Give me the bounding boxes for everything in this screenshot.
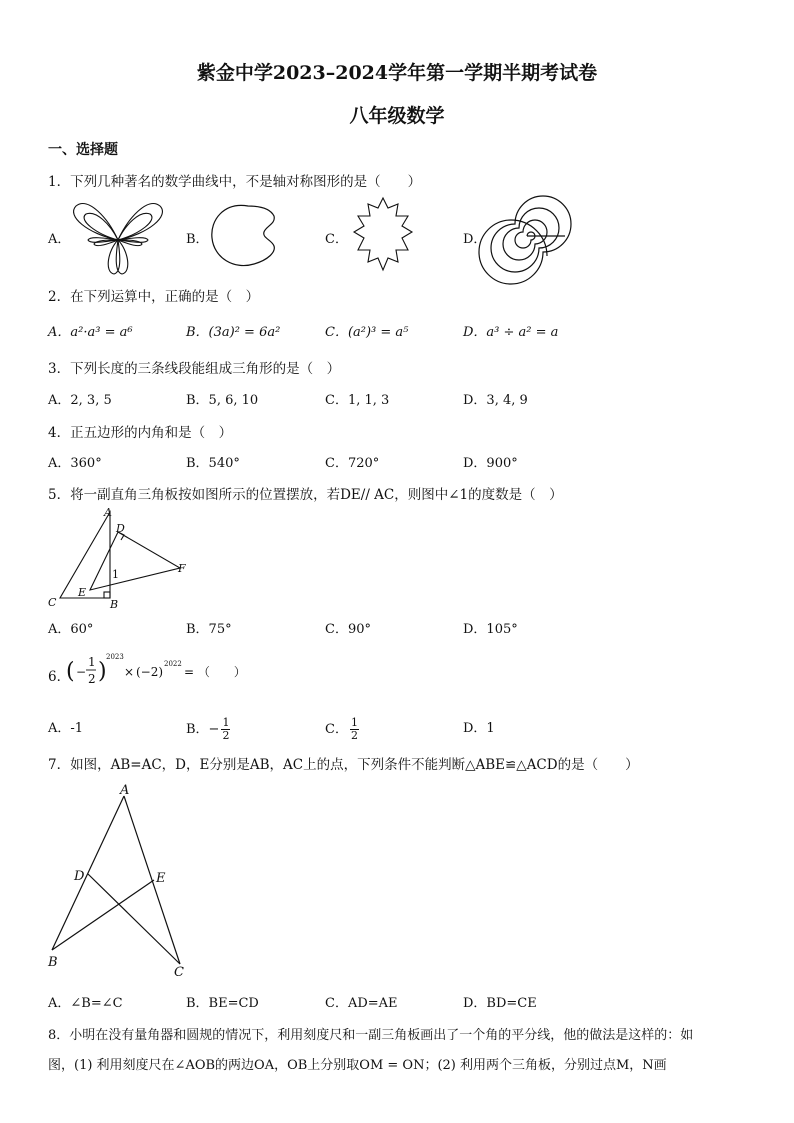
q1-option-c: C． (325, 232, 348, 247)
label-e: E (156, 871, 166, 886)
q6-expression (66, 652, 246, 692)
label-e: E (78, 586, 87, 599)
question-7-stem: 7．如图，AB=AC，D，E分别是AB，AC上的点，下列条件不能判断△ABE≌△ACD的是（ ） (48, 757, 639, 773)
question-2-stem: 2．在下列运算中，正确的是（ ） (48, 289, 260, 305)
section-heading: 一、选择题 (48, 142, 118, 158)
q6-option-a: A．-1 (48, 721, 84, 736)
q4-option-c: C．720° (325, 456, 380, 471)
q6-exp1: 2023 (106, 653, 124, 661)
q6-base2: (−2) (136, 665, 164, 679)
q3-option-b: B．5, 6, 10 (186, 393, 259, 408)
q6-frac-den: 2 (88, 672, 96, 686)
q5-option-d: D．105° (463, 622, 518, 637)
q5-option-c: C．90° (325, 622, 371, 637)
label-b: B (48, 955, 58, 970)
q6-option-b (186, 717, 230, 742)
q6-option-c-prefix: C． (325, 722, 348, 737)
spiral-curve-figure (485, 198, 569, 274)
q7-option-c: C．AD=AE (325, 996, 398, 1011)
q7-option-a: A．∠B=∠C (48, 996, 123, 1011)
q3-option-a: A．2, 3, 5 (48, 393, 112, 408)
q6-tail: = （ ） (184, 665, 246, 679)
q6-option-b-prefix: B．− (186, 722, 220, 737)
q2-option-c: C．(a²)³ = a⁵ (325, 325, 409, 340)
koch-snowflake-figure (344, 196, 422, 274)
cardioid-curve-figure (208, 202, 280, 270)
q6-sign: − (76, 665, 87, 679)
label-a: A (120, 783, 130, 798)
label-f: F (178, 562, 186, 575)
q4-option-d: D．900° (463, 456, 518, 471)
q6-c-num: 1 (350, 716, 358, 729)
svg-text:): ) (98, 659, 107, 684)
q6-frac-num: 1 (88, 655, 96, 669)
q6-times: × (124, 665, 135, 679)
q2-option-b: B．(3a)² = 6a² (186, 325, 281, 340)
q4-option-b: B．540° (186, 456, 240, 471)
label-c: C (174, 965, 184, 980)
triangle-boards-figure (44, 504, 194, 612)
exam-subtitle: 八年级数学 (349, 105, 445, 127)
label-c: C (48, 596, 57, 609)
q5-option-a: A．60° (48, 622, 94, 637)
q1-option-a: A． (48, 232, 71, 247)
q6-exp2: 2022 (164, 660, 182, 668)
q2-option-d: D．a³ ÷ a² = a (463, 325, 559, 340)
q4-option-a: A．360° (48, 456, 102, 471)
q1-option-d: D． (463, 232, 487, 247)
question-1-stem: 1．下列几种著名的数学曲线中，不是轴对称图形的是（ ） (48, 174, 422, 190)
exam-title: 紫金中学2023–2024学年第一学期半期考试卷 (196, 62, 598, 84)
q6-option-d: D．1 (463, 721, 495, 736)
svg-text:(: ( (66, 659, 75, 684)
question-6-number: 6． (48, 669, 71, 685)
q2-option-a: A．a²·a³ = a⁶ (48, 325, 133, 340)
label-d: D (74, 869, 85, 884)
q1-option-b: B． (186, 232, 209, 247)
question-4-stem: 4．正五边形的内角和是（ ） (48, 425, 233, 441)
label-1: 1 (112, 568, 119, 581)
q6-b-num: 1 (222, 716, 230, 729)
label-a: A (104, 506, 112, 519)
butterfly-curve-figure (68, 198, 168, 276)
isosceles-triangle-figure (44, 782, 204, 978)
question-3-stem: 3．下列长度的三条线段能组成三角形的是（ ） (48, 361, 341, 377)
q7-option-b: B．BE=CD (186, 996, 259, 1011)
q3-option-c: C．1, 1, 3 (325, 393, 390, 408)
label-b: B (110, 598, 119, 611)
q3-option-d: D．3, 4, 9 (463, 393, 528, 408)
q7-option-d: D．BD=CE (463, 996, 537, 1011)
question-8-line-1: 8．小明在没有量角器和圆规的情况下，利用刻度尺和一副三角板画出了一个角的平分线，他的做法是这样的：如 (48, 1028, 694, 1043)
q6-b-den: 2 (222, 729, 230, 742)
label-d: D (116, 522, 125, 535)
question-8-line-2: 图，(1) 利用刻度尺在∠AOB的两边OA，OB上分别取OM = ON；(2) 利用两个三角板，分别过点M，N画 (48, 1058, 667, 1073)
q5-option-b: B．75° (186, 622, 232, 637)
q6-option-c (325, 717, 359, 742)
q6-c-den: 2 (350, 729, 358, 742)
question-5-stem: 5．将一副直角三角板按如图所示的位置摆放，若DE// AC，则图中∠1的度数是（ ） (48, 487, 563, 503)
